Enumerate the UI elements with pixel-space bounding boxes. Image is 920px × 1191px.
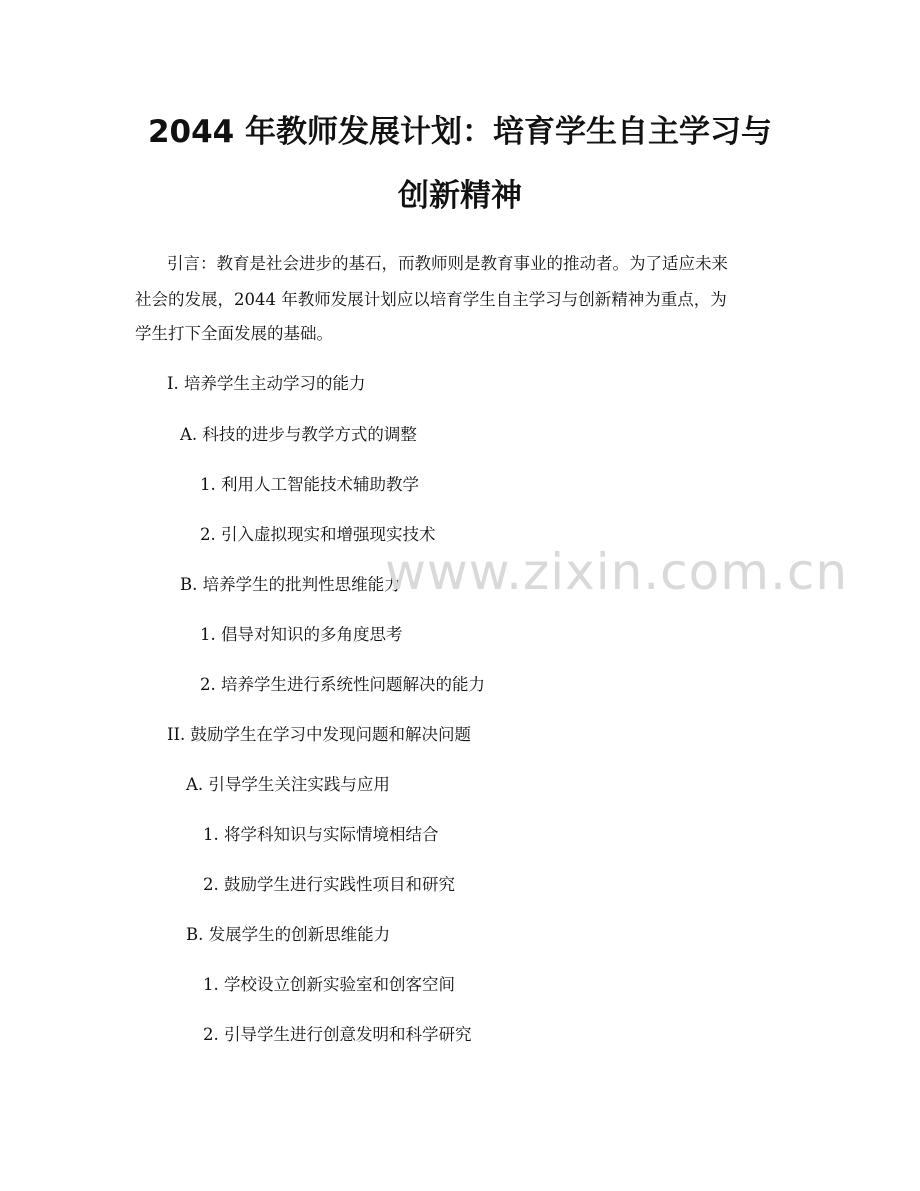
outline-subsection-1a: A. 科技的进步与教学方式的调整 — [180, 425, 417, 444]
intro-line-3: 学生打下全面发展的基础。 — [135, 324, 333, 343]
outline-section-2: II. 鼓励学生在学习中发现问题和解决问题 — [167, 725, 472, 744]
outline-item-1b1: 1. 倡导对知识的多角度思考 — [200, 625, 403, 644]
intro-line-2: 社会的发展，2044 年教师发展计划应以培育学生自主学习与创新精神为重点，为 — [135, 290, 727, 309]
outline-item-2a2: 2. 鼓励学生进行实践性项目和研究 — [203, 875, 455, 894]
outline-item-1a2: 2. 引入虚拟现实和增强现实技术 — [200, 525, 436, 544]
outline-item-2b2: 2. 引导学生进行创意发明和科学研究 — [203, 1025, 472, 1044]
document-title-line-2: 创新精神 — [398, 178, 522, 214]
outline-item-1a1: 1. 利用人工智能技术辅助教学 — [200, 475, 419, 494]
outline-item-1b2: 2. 培养学生进行系统性问题解决的能力 — [200, 675, 485, 694]
outline-section-1: I. 培养学生主动学习的能力 — [167, 374, 366, 393]
outline-subsection-2a: A. 引导学生关注实践与应用 — [186, 775, 390, 794]
outline-subsection-1b: B. 培养学生的批判性思维能力 — [180, 575, 401, 594]
outline-item-2a1: 1. 将学科知识与实际情境相结合 — [203, 825, 439, 844]
outline-subsection-2b: B. 发展学生的创新思维能力 — [186, 925, 391, 944]
outline-item-2b1: 1. 学校设立创新实验室和创客空间 — [203, 975, 455, 994]
intro-line-1: 引言：教育是社会进步的基石，而教师则是教育事业的推动者。为了适应未来 — [167, 254, 728, 273]
document-title-line-1: 2044 年教师发展计划：培育学生自主学习与 — [147, 114, 773, 150]
watermark: www.zixin.com.cn — [385, 543, 849, 601]
